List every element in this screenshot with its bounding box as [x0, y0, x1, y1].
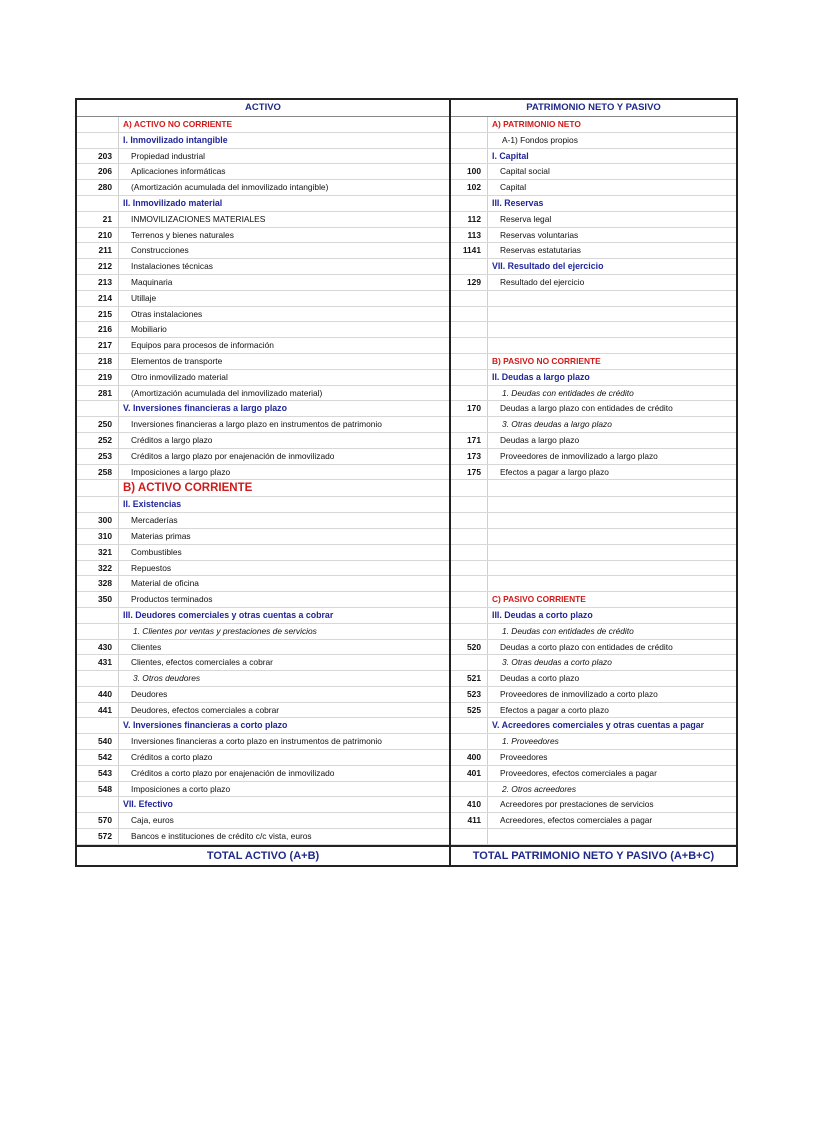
table-row: [451, 433, 736, 449]
table-row: [451, 545, 736, 561]
account-code: [451, 386, 488, 401]
account-label: Deudores, efectos comerciales a cobrar: [131, 704, 280, 715]
account-label: II. Inmovilizado material: [123, 197, 223, 208]
table-row: [77, 243, 449, 259]
table-row: [451, 196, 736, 212]
table-row: [451, 338, 736, 354]
account-code: 252: [77, 433, 119, 448]
account-code: [451, 576, 488, 591]
account-code: 310: [77, 529, 119, 544]
account-label: Construcciones: [131, 245, 189, 256]
account-label: II. Existencias: [123, 499, 182, 510]
account-label: A) ACTIVO NO CORRIENTE: [123, 119, 233, 129]
table-row: [77, 561, 449, 577]
account-label: III. Reservas: [492, 197, 544, 208]
account-code: [451, 307, 488, 322]
account-label: Productos terminados: [131, 594, 213, 605]
account-label: Maquinaria: [131, 276, 173, 287]
account-code: 215: [77, 307, 119, 322]
account-code: 253: [77, 449, 119, 464]
account-label: Mobiliario: [131, 324, 167, 335]
table-row: [77, 465, 449, 481]
account-code: [77, 718, 119, 733]
activo-rows: [77, 117, 449, 845]
account-code: [77, 624, 119, 639]
account-code: [451, 513, 488, 528]
account-code: 572: [77, 829, 119, 844]
table-row: [451, 291, 736, 307]
account-label: Propiedad industrial: [131, 150, 206, 161]
account-code: [451, 149, 488, 164]
account-label: VII. Resultado del ejercicio: [492, 261, 604, 272]
account-label: Terrenos y bienes naturales: [131, 229, 234, 240]
table-row: [451, 275, 736, 291]
table-row: [77, 228, 449, 244]
account-label: [488, 322, 736, 337]
account-label: INMOVILIZACIONES MATERIALES: [131, 213, 266, 224]
account-code: 523: [451, 687, 488, 702]
account-label: [488, 576, 736, 591]
table-row: [77, 718, 449, 734]
table-row: [451, 513, 736, 529]
table-row: [77, 164, 449, 180]
account-code: [451, 608, 488, 623]
table-row: [451, 576, 736, 592]
table-row: [77, 608, 449, 624]
table-row: [451, 133, 736, 149]
account-label: Repuestos: [131, 562, 172, 573]
account-label: B) PASIVO NO CORRIENTE: [492, 355, 601, 366]
table-row: [77, 545, 449, 561]
account-label: 3. Otras deudas a largo plazo: [502, 419, 612, 430]
account-code: 430: [77, 640, 119, 655]
account-code: 440: [77, 687, 119, 702]
table-row: [77, 829, 449, 845]
table-row: [77, 259, 449, 275]
account-code: 219: [77, 370, 119, 385]
activo-column: [77, 100, 451, 845]
account-label: (Amortización acumulada del inmovilizado material): [131, 387, 323, 398]
account-code: [77, 497, 119, 512]
account-label: Créditos a corto plazo por enajenación de inmovilizado: [131, 767, 335, 778]
account-code: [77, 117, 119, 132]
account-code: 540: [77, 734, 119, 749]
table-row: [77, 750, 449, 766]
account-code: 570: [77, 813, 119, 828]
account-label: Capital social: [500, 166, 550, 177]
account-code: 543: [77, 766, 119, 781]
table-row: [77, 338, 449, 354]
account-code: 210: [77, 228, 119, 243]
account-label: Otro inmovilizado material: [131, 371, 228, 382]
account-label: B) ACTIVO CORRIENTE: [123, 482, 253, 495]
table-row: [77, 655, 449, 671]
total-activo: TOTAL ACTIVO (A+B): [77, 847, 451, 865]
account-code: 322: [77, 561, 119, 576]
account-code: [451, 624, 488, 639]
table-row: [77, 354, 449, 370]
account-code: [451, 718, 488, 733]
account-code: 173: [451, 449, 488, 464]
account-label: V. Acreedores comerciales y otras cuentas a pagar: [492, 720, 705, 731]
account-label: Créditos a corto plazo: [131, 752, 213, 763]
table-row: [77, 480, 449, 497]
table-row: [451, 687, 736, 703]
table-row: [77, 275, 449, 291]
table-row: [451, 117, 736, 133]
account-label: C) PASIVO CORRIENTE: [492, 594, 586, 605]
table-row: [451, 671, 736, 687]
account-code: 321: [77, 545, 119, 560]
account-label: 1. Clientes por ventas y prestaciones de servicios: [133, 625, 317, 636]
table-row: [451, 813, 736, 829]
account-label: Utillaje: [131, 292, 157, 303]
table-row: [451, 180, 736, 196]
table-row: [451, 354, 736, 370]
account-code: [451, 417, 488, 432]
account-label: Proveedores: [500, 752, 548, 763]
account-label: Proveedores, efectos comerciales a pagar: [500, 767, 657, 778]
account-code: [77, 133, 119, 148]
table-row: [77, 322, 449, 338]
account-code: 328: [77, 576, 119, 591]
account-label: Inversiones financieras a largo plazo en instrumentos de patrimonio: [131, 419, 382, 430]
account-label: Efectos a pagar a largo plazo: [500, 466, 609, 477]
table-row: [77, 624, 449, 640]
account-label: 1. Deudas con entidades de crédito: [502, 625, 634, 636]
table-row: [451, 449, 736, 465]
account-code: 100: [451, 164, 488, 179]
account-code: 410: [451, 797, 488, 812]
account-label: Material de oficina: [131, 578, 199, 589]
account-label: 1. Proveedores: [502, 736, 559, 747]
table-row: [451, 592, 736, 608]
account-label: [488, 513, 736, 528]
account-label: Acreedores, efectos comerciales a pagar: [500, 815, 653, 826]
account-code: [77, 480, 119, 496]
account-label: Deudas a largo plazo: [500, 434, 580, 445]
table-row: [77, 401, 449, 417]
table-row: [451, 766, 736, 782]
account-code: [451, 529, 488, 544]
account-code: [451, 259, 488, 274]
account-label: Inversiones financieras a corto plazo en instrumentos de patrimonio: [131, 736, 382, 747]
account-label: Imposiciones a largo plazo: [131, 466, 231, 477]
pasivo-rows: [451, 117, 736, 845]
account-code: [451, 338, 488, 353]
account-code: 1141: [451, 243, 488, 258]
table-row: [451, 243, 736, 259]
account-code: 217: [77, 338, 119, 353]
account-code: 211: [77, 243, 119, 258]
table-row: [77, 212, 449, 228]
account-label: [488, 497, 736, 512]
account-code: 401: [451, 766, 488, 781]
table-row: [77, 766, 449, 782]
account-label: II. Deudas a largo plazo: [492, 371, 590, 382]
account-label: Mercaderías: [131, 515, 178, 526]
account-label: 3. Otros deudores: [133, 673, 201, 684]
table-row: [451, 386, 736, 402]
table-row: [77, 307, 449, 323]
account-code: 129: [451, 275, 488, 290]
table-row: [77, 133, 449, 149]
account-label: 1. Deudas con entidades de crédito: [502, 387, 634, 398]
account-code: [451, 354, 488, 369]
account-code: [451, 196, 488, 211]
account-label: Acreedores por prestaciones de servicios: [500, 799, 654, 810]
account-label: Combustibles: [131, 546, 182, 557]
account-label: Elementos de transporte: [131, 355, 223, 366]
table-row: [77, 433, 449, 449]
account-label: Clientes, efectos comerciales a cobrar: [131, 657, 273, 668]
account-label: [488, 307, 736, 322]
activo-header: ACTIVO: [77, 100, 449, 117]
table-row: [77, 497, 449, 513]
account-code: 102: [451, 180, 488, 195]
account-code: 206: [77, 164, 119, 179]
account-code: 520: [451, 640, 488, 655]
table-row: [77, 576, 449, 592]
account-label: Reservas estatutarias: [500, 245, 581, 256]
table-row: [451, 734, 736, 750]
table-row: [451, 370, 736, 386]
account-label: I. Inmovilizado intangible: [123, 134, 228, 145]
account-code: 411: [451, 813, 488, 828]
table-row: [77, 592, 449, 608]
account-code: [77, 196, 119, 211]
account-label: Deudas a corto plazo: [500, 673, 580, 684]
table-row: [77, 117, 449, 133]
account-label: Reserva legal: [500, 213, 552, 224]
account-label: A-1) Fondos propios: [502, 134, 578, 145]
account-code: 175: [451, 465, 488, 480]
account-label: Resultado del ejercicio: [500, 276, 585, 287]
account-label: 2. Otros acreedores: [502, 783, 577, 794]
table-row: [77, 149, 449, 165]
table-row: [77, 180, 449, 196]
account-label: [488, 545, 736, 560]
table-row: [451, 782, 736, 798]
table-row: [77, 449, 449, 465]
table-row: [77, 529, 449, 545]
table-row: [451, 307, 736, 323]
account-code: 431: [77, 655, 119, 670]
pasivo-column: [451, 100, 736, 845]
account-label: [488, 338, 736, 353]
account-code: 112: [451, 212, 488, 227]
table-row: [451, 750, 736, 766]
account-code: [77, 608, 119, 623]
account-label: Aplicaciones informáticas: [131, 166, 226, 177]
account-code: [451, 829, 488, 844]
account-code: [451, 545, 488, 560]
account-code: 280: [77, 180, 119, 195]
balance-sheet: [75, 98, 738, 867]
table-row: [77, 734, 449, 750]
account-code: [451, 117, 488, 132]
table-row: [451, 655, 736, 671]
table-row: [77, 386, 449, 402]
table-row: [451, 480, 736, 497]
account-label: V. Inversiones financieras a corto plazo: [123, 720, 288, 731]
table-row: [77, 797, 449, 813]
account-code: 521: [451, 671, 488, 686]
account-label: [488, 829, 736, 844]
table-row: [451, 322, 736, 338]
account-label: Proveedores de inmovilizado a corto plazo: [500, 688, 658, 699]
account-code: 250: [77, 417, 119, 432]
account-label: Deudores: [131, 688, 168, 699]
table-row: [451, 212, 736, 228]
account-code: 113: [451, 228, 488, 243]
account-code: [77, 797, 119, 812]
totals-row: [77, 845, 736, 865]
table-row: [77, 782, 449, 798]
table-row: [77, 640, 449, 656]
account-code: 350: [77, 592, 119, 607]
account-label: Créditos a largo plazo por enajenación de inmovilizado: [131, 450, 335, 461]
table-row: [451, 640, 736, 656]
table-row: [77, 687, 449, 703]
account-label: Clientes: [131, 641, 162, 652]
table-row: [451, 561, 736, 577]
account-label: Bancos e instituciones de crédito c/c vista, euros: [131, 831, 312, 842]
account-code: 170: [451, 401, 488, 416]
table-row: [77, 291, 449, 307]
table-row: [451, 624, 736, 640]
account-code: [77, 401, 119, 416]
account-code: [451, 370, 488, 385]
account-code: 400: [451, 750, 488, 765]
account-code: 542: [77, 750, 119, 765]
account-label: Reservas voluntarias: [500, 229, 579, 240]
table-row: [77, 671, 449, 687]
account-label: Caja, euros: [131, 815, 174, 826]
table-row: [451, 529, 736, 545]
account-code: [451, 133, 488, 148]
account-code: [451, 734, 488, 749]
table-row: [451, 228, 736, 244]
account-label: A) PATRIMONIO NETO: [492, 119, 581, 129]
account-code: [77, 671, 119, 686]
account-code: 258: [77, 465, 119, 480]
table-row: [451, 417, 736, 433]
account-label: Proveedores de inmovilizado a largo plazo: [500, 450, 658, 461]
account-code: 441: [77, 703, 119, 718]
account-code: 216: [77, 322, 119, 337]
account-code: [451, 655, 488, 670]
account-label: [488, 529, 736, 544]
account-code: 214: [77, 291, 119, 306]
table-row: [451, 401, 736, 417]
account-label: [488, 480, 736, 496]
account-label: Efectos a pagar a corto plazo: [500, 704, 609, 715]
account-code: [451, 291, 488, 306]
account-label: Equipos para procesos de información: [131, 340, 274, 351]
account-code: 21: [77, 212, 119, 227]
account-label: III. Deudores comerciales y otras cuentas a cobrar: [123, 609, 334, 620]
account-label: I. Capital: [492, 150, 529, 161]
account-label: III. Deudas a corto plazo: [492, 609, 593, 620]
table-row: [77, 196, 449, 212]
account-code: 525: [451, 703, 488, 718]
account-code: [451, 561, 488, 576]
account-label: (Amortización acumulada del inmovilizado intangible): [131, 182, 329, 193]
table-row: [77, 513, 449, 529]
table-row: [451, 259, 736, 275]
account-code: 218: [77, 354, 119, 369]
balance-columns: [77, 100, 736, 845]
account-code: [451, 782, 488, 797]
account-label: Deudas a corto plazo con entidades de crédito: [500, 641, 673, 652]
account-label: 3. Otras deudas a corto plazo: [502, 657, 612, 668]
table-row: [451, 465, 736, 481]
account-label: Materias primas: [131, 530, 191, 541]
account-label: [488, 291, 736, 306]
account-code: 203: [77, 149, 119, 164]
account-label: Capital: [500, 182, 527, 193]
account-label: Instalaciones técnicas: [131, 261, 213, 272]
table-row: [451, 164, 736, 180]
account-label: Otras instalaciones: [131, 308, 203, 319]
table-row: [451, 797, 736, 813]
table-row: [451, 497, 736, 513]
account-code: 171: [451, 433, 488, 448]
account-code: [451, 480, 488, 496]
account-code: 213: [77, 275, 119, 290]
account-label: Deudas a largo plazo con entidades de crédito: [500, 403, 673, 414]
account-label: Imposiciones a corto plazo: [131, 783, 231, 794]
account-label: V. Inversiones financieras a largo plazo: [123, 403, 287, 414]
account-code: 212: [77, 259, 119, 274]
account-code: [451, 497, 488, 512]
account-label: Créditos a largo plazo: [131, 434, 213, 445]
account-code: [451, 322, 488, 337]
account-code: 300: [77, 513, 119, 528]
table-row: [451, 718, 736, 734]
table-row: [77, 370, 449, 386]
table-row: [451, 829, 736, 845]
account-label: [488, 561, 736, 576]
table-row: [77, 417, 449, 433]
table-row: [77, 813, 449, 829]
total-pasivo: TOTAL PATRIMONIO NETO Y PASIVO (A+B+C): [472, 849, 715, 862]
table-row: [451, 608, 736, 624]
account-code: [451, 592, 488, 607]
pasivo-header: PATRIMONIO NETO Y PASIVO: [451, 100, 736, 117]
account-label: VII. Efectivo: [123, 799, 173, 810]
table-row: [77, 703, 449, 719]
account-code: 281: [77, 386, 119, 401]
table-row: [451, 149, 736, 165]
table-row: [451, 703, 736, 719]
account-code: 548: [77, 782, 119, 797]
